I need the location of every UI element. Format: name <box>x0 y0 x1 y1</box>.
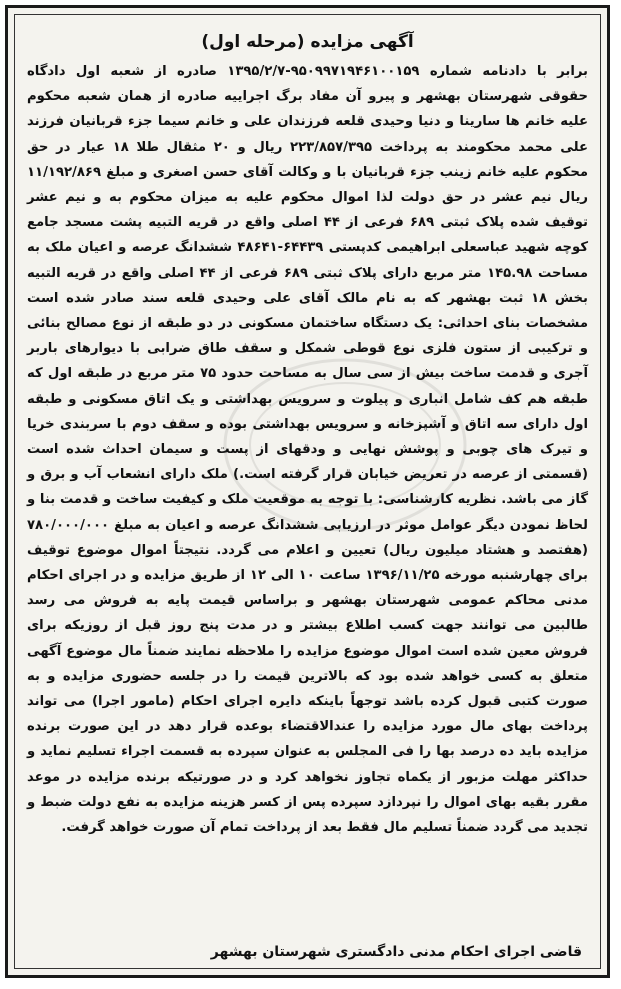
notice-inner-frame <box>14 14 601 969</box>
auction-notice <box>5 5 610 978</box>
notice-signature: قاضی اجرای احکام مدنی دادگستری شهرستان بهشهر <box>210 944 582 960</box>
notice-title: آگهی مزایده (مرحله اول) <box>201 32 414 52</box>
notice-body: برابر با دادنامه شماره ۹۵۰۹۹۷۱۹۴۶۱۰۰۱۵۹-۱۳۹۵/۲/۷ صادره از شعبه اول دادگاه حقوقی شهرستان بهشهر و پیرو آن مفاد برگ اجراییه صادره از همان شعبه محکوم علیه خانم ها سارینا و دنیا وحیدی قلعه فرزندان علی و خانم سیما جزء قربانیان فرزند علی محمد محکومند به پرداخت ۲۲۳/۸۵۷/۳۹۵ ریال و ۲۰ مثقال طلا ۱۸ عیار در حق محکوم علیه خانم زینب جزء قربانیان با و وکالت آقای حسن اصغری و مبلغ ۱۱/۱۹۲/۸۶۹ ریال نیم عشر در حق دولت لذا اموال محکوم علیه به میزان محکوم به و نیم عشر توقیف شده پلاک ثبتی ۶۸۹ فرعی از ۴۴ اصلی واقع در قریه التبیه پشت مسجد جامع کوچه شهید عباسعلی ابراهیمی کدپستی ۶۴۴۳۹-۴۸۶۴۱ ششدانگ عرصه و اعیان ملک به مساحت ۱۴۵.۹۸ متر مربع دارای پلاک ثبتی ۶۸۹ فرعی از ۴۴ اصلی واقع در قریه التبیه بخش ۱۸ ثبت بهشهر که به نام مالک آقای علی وحیدی قلعه سند صادر شده است مشخصات بنای احداثی: یک دستگاه ساختمان مسکونی در دو طبقه از نوع مصالح بنائی و ترکیبی از ستون فلزی نوع قوطی شمکل و سقف طاق ضرابی با دیوارهای باربر آجری و قدمت ساخت بیش از سی سال به مساحت حدود ۷۵ متر مربع در طبقه اول که طبقه هم کف شامل انباری و پیلوت و سرویس بهداشتی و یک اتاق مسکونی و طبقه اول دارای سه اتاق و آشپزخانه و سرویس بهداشتی بوده و سقف دوم با سربندی خریا و تیرک های چوبی و پوشش نهایی و ودقهای از پست و سیمان احداث شده است (قسمتی از عرصه در تعریض خیابان قرار گرفته است.) ملک دارای انشعاب آب و برق و گاز می باشد. نظریه کارشناسی: با توجه به موقعیت ملک و کیفیت ساخت و قدمت بنا و لحاظ نمودن دیگر عوامل موثر در ارزیابی ششدانگ عرصه و اعیان به مبلغ ۷۸۰/۰۰۰/۰۰۰ (هفتصد و هشتاد میلیون ریال) تعیین و اعلام می گردد. نتیجتاً اموال موضوع توقیف برای چهارشنبه مورخه ۱۳۹۶/۱۱/۲۵ ساعت ۱۰ الی ۱۲ از طریق مزایده و در اجرای احکام مدنی محاکم عمومی شهرستان بهشهر و براساس قیمت پایه به فروش می رسد طالبین می توانند جهت کسب اطلاع بیشتر و در مدت پنج روز قبل از روزیکه برای فروش معین شده است اموال موضوع مزایده را ملاحظه نمایند ضمناً مال موضوع آگهی متعلق به کسی خواهد شده بود که بالاترین قیمت را در جلسه حضوری مزایده و به صورت کتبی قبول کرده باشد توجهاً باینکه دایره اجرای احکام (مامور اجرا) می تواند پرداخت بهای مال مورد مزایده را عندالاقتضاء بوعده قرار دهد در این صورت برنده مزایده باید ده درصد بها را فی المجلس به عنوان سپرده به قسمت اجراء تسلیم نماید و حداکثر مهلت مزبور از یکماه تجاوز نخواهد کرد و در صورتیکه برنده مزایده در موعد مقرر بقیه بهای اموال را نپردازد سپرده پس از کسر هزینه مزایده به نفع دولت ضبط و تجدید می گردد ضمناً تسلیم مال فقط بعد از پرداخت تمام آن صورت خواهد گرفت. <box>27 64 589 836</box>
